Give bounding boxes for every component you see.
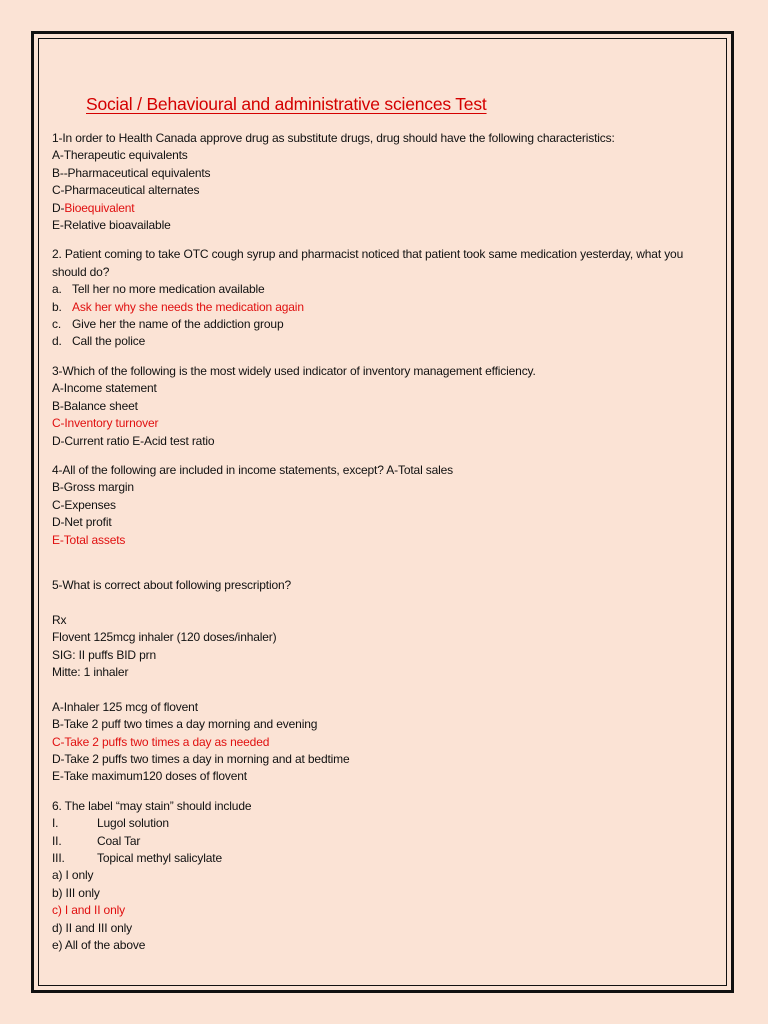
option-d: D-Take 2 puffs two times a day in morning and at bedtime [52, 751, 350, 766]
page-title: Social / Behavioural and administrative sciences Test [86, 94, 487, 114]
roman-item-iii [52, 850, 712, 867]
option-b: b) III only [52, 885, 100, 900]
item-label: I. [52, 816, 59, 831]
option-e: E-Relative bioavailable [52, 218, 171, 233]
correct-answer: C-Take 2 puffs two times a day as needed [52, 734, 270, 749]
option-b: B--Pharmaceutical equivalents [52, 165, 211, 180]
question-stem: 5-What is correct about following prescription? [52, 577, 292, 592]
option-text: Tell her no more medication available [72, 282, 265, 297]
option-label: b. [52, 299, 62, 314]
option-c [52, 316, 712, 333]
question-stem: 4-All of the following are included in income statements, except? A-Total sales [52, 462, 454, 477]
option-label: d. [52, 334, 62, 349]
item-label: III. [52, 851, 65, 865]
question-stem: 6. The label “may stain” should include [52, 798, 252, 813]
option-a: A-Therapeutic equivalents [52, 148, 188, 163]
question-6 [52, 798, 712, 955]
correct-answer: C-Inventory turnover [52, 416, 159, 431]
correct-answer: c) I and II only [52, 903, 125, 918]
question-stem: 2. Patient coming to take OTC cough syrup and pharmacist noticed that patient took same medication yesterday, what you should do? [52, 247, 687, 279]
question-stem: 3-Which of the following is the most widely used indicator of inventory management efficiency. [52, 363, 536, 378]
rx-sig: SIG: II puffs BID prn [52, 647, 157, 662]
option-text: Give her the name of the addiction group [72, 317, 284, 332]
option-a: A-Income statement [52, 381, 157, 396]
item-label: II. [52, 833, 62, 848]
option-b [52, 299, 712, 316]
item-text: Lugol solution [97, 816, 169, 831]
question-stem: 1-In order to Health Canada approve drug as substitute drugs, drug should have the following characteristics: [52, 131, 615, 145]
rx-mitte: Mitte: 1 inhaler [52, 664, 129, 679]
spacer [52, 594, 712, 611]
option-a [52, 281, 712, 298]
option-c: C-Expenses [52, 497, 116, 512]
item-text: Topical methyl salicylate [97, 851, 222, 865]
question-5 [52, 577, 712, 786]
option-label: a. [52, 282, 62, 297]
option-d: D-Net profit [52, 515, 112, 530]
option-b: B-Balance sheet [52, 398, 138, 413]
option-b: B-Gross margin [52, 480, 134, 495]
option-d [52, 200, 712, 217]
roman-item-i [52, 815, 712, 832]
option-d: d) II and III only [52, 920, 133, 935]
option-c: C-Pharmaceutical alternates [52, 183, 200, 198]
correct-answer: Ask her why she needs the medication again [72, 299, 304, 314]
question-3 [52, 363, 712, 450]
roman-item-ii [52, 833, 712, 850]
option-d [52, 333, 712, 350]
correct-answer: Bioequivalent [64, 200, 135, 215]
spacer [52, 681, 712, 698]
option-a: A-Inhaler 125 mcg of flovent [52, 699, 198, 714]
option-text: Call the police [72, 334, 146, 349]
option-e: E-Take maximum120 doses of flovent [52, 769, 247, 784]
rx-symbol: Rx [52, 612, 67, 627]
option-a: a) I only [52, 868, 94, 883]
rx-drug: Flovent 125mcg inhaler (120 doses/inhaler) [52, 630, 277, 645]
test-document [52, 92, 712, 966]
question-2 [52, 246, 712, 350]
option-d-e: D-Current ratio E-Acid test ratio [52, 433, 215, 448]
correct-answer: E-Total assets [52, 532, 126, 547]
option-prefix: D- [52, 200, 65, 215]
option-label: c. [52, 317, 62, 332]
question-4 [52, 462, 712, 549]
item-text: Coal Tar [97, 833, 141, 848]
option-b: B-Take 2 puff two times a day morning and evening [52, 717, 318, 732]
question-1 [52, 130, 712, 234]
option-e: e) All of the above [52, 938, 146, 953]
